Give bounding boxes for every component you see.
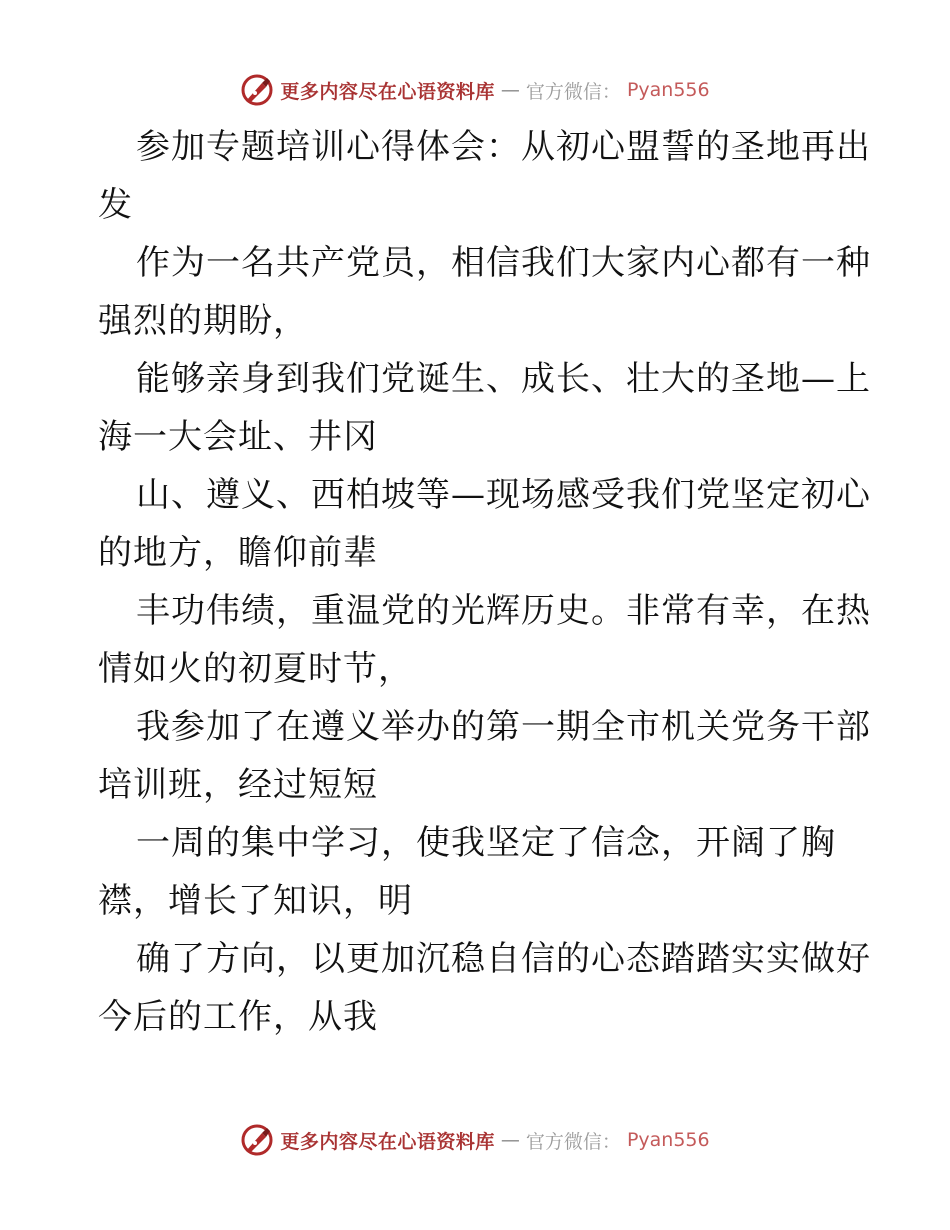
text-line: 山、遵义、西柏坡等—现场感受我们党坚定初心 xyxy=(136,475,871,515)
text-line: 参加专题培训心得体会：从初心盟誓的圣地再出 xyxy=(136,127,871,167)
banner-separator: — xyxy=(500,1129,520,1151)
banner-site-name: 更多内容尽在心语资料库 xyxy=(280,1130,495,1153)
header-banner xyxy=(0,70,950,110)
text-line: 能够亲身到我们党诞生、成长、壮大的圣地—上 xyxy=(136,359,871,399)
document-body xyxy=(98,118,871,1046)
text-line: 襟，增长了知识，明 xyxy=(98,881,413,921)
pen-logo-icon xyxy=(240,73,274,107)
text-line: 海一大会址、井冈 xyxy=(98,417,378,457)
banner-site-name: 更多内容尽在心语资料库 xyxy=(280,80,495,103)
text-line: 作为一名共产党员，相信我们大家内心都有一种 xyxy=(136,243,871,283)
banner-wechat-label: 官方微信： xyxy=(525,1130,621,1153)
text-line: 确了方向，以更加沉稳自信的心态踏踏实实做好 xyxy=(136,939,871,979)
banner-wechat-id: Pyan556 xyxy=(626,79,710,101)
pen-logo-icon xyxy=(240,1123,274,1157)
text-line: 丰功伟绩，重温党的光辉历史。非常有幸，在热 xyxy=(136,591,871,631)
text-line: 情如火的初夏时节， xyxy=(98,649,413,689)
text-line: 的地方，瞻仰前辈 xyxy=(98,533,378,573)
banner-wechat-label: 官方微信： xyxy=(525,80,621,103)
text-line: 今后的工作，从我 xyxy=(98,997,378,1037)
text-line: 强烈的期盼， xyxy=(98,301,308,341)
text-line: 一周的集中学习，使我坚定了信念，开阔了胸 xyxy=(136,823,836,863)
text-line: 发 xyxy=(98,185,133,225)
footer-banner xyxy=(0,1120,950,1160)
banner-separator: — xyxy=(500,79,520,101)
text-line: 我参加了在遵义举办的第一期全市机关党务干部 xyxy=(136,707,871,747)
banner-wechat-id: Pyan556 xyxy=(626,1129,710,1151)
text-line: 培训班，经过短短 xyxy=(98,765,378,805)
